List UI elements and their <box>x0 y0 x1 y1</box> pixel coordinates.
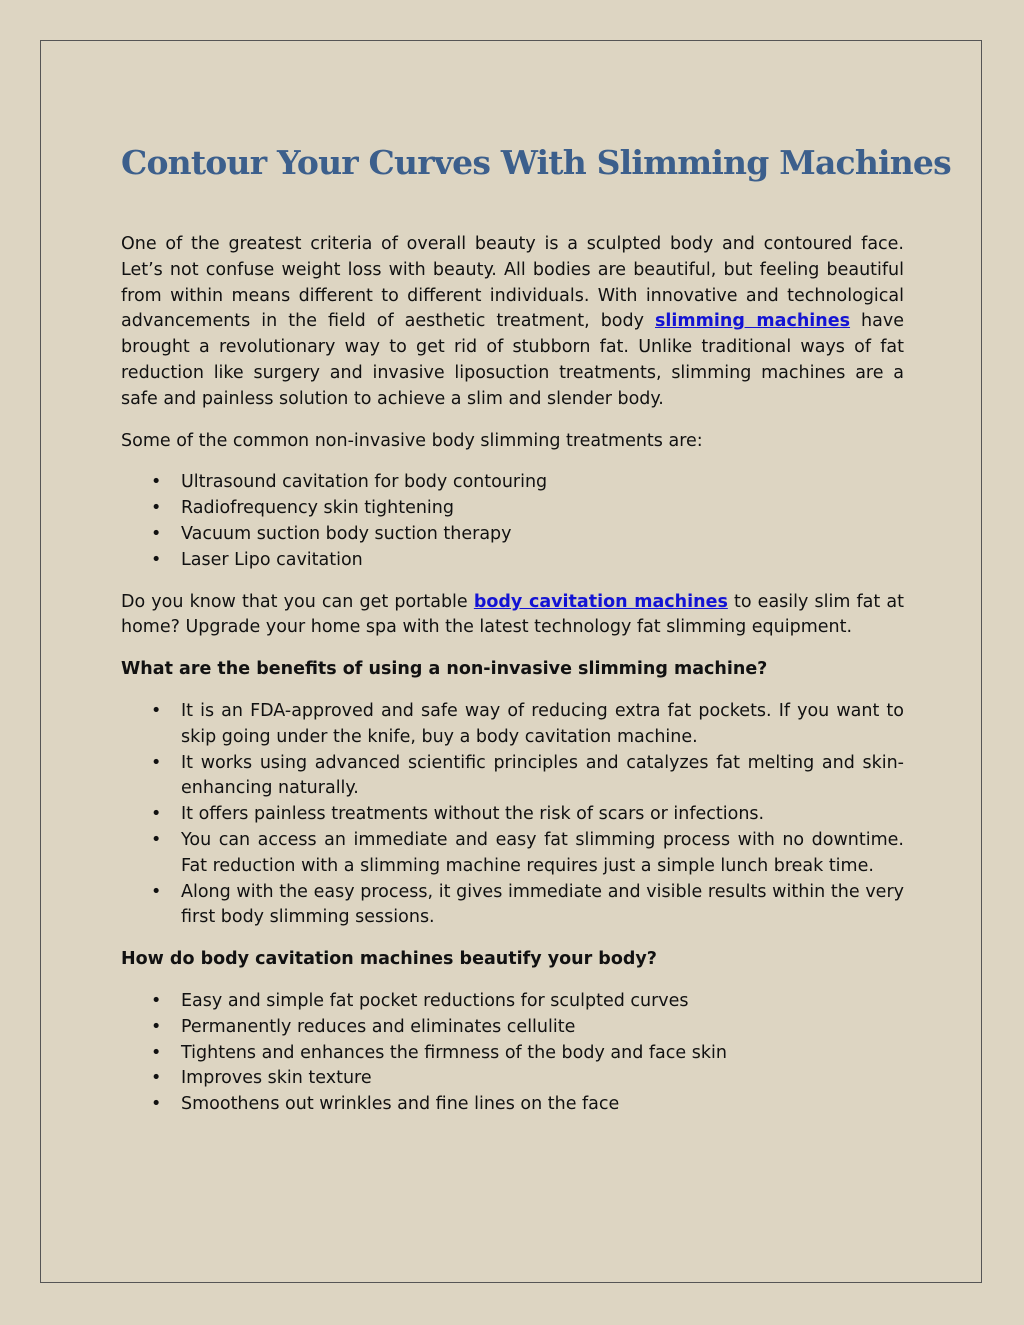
bullet-icon: • <box>151 752 162 773</box>
bullet-icon: • <box>151 700 162 721</box>
list-item-text: You can access an immediate and easy fat slimming process with no downtime. Fat reduction with a slimming machine requires just a simple lunch break time. <box>181 829 904 876</box>
page-title: Contour Your Curves With Slimming Machines <box>121 143 951 182</box>
portable-text-start: Do you know that you can get portable <box>121 591 474 612</box>
list-item <box>121 470 904 496</box>
list-item <box>121 880 904 932</box>
bullet-icon: • <box>151 1068 162 1089</box>
bullet-icon: • <box>151 829 162 850</box>
list-item-text: It offers painless treatments without the risk of scars or infections. <box>181 804 765 825</box>
list-item-text: Easy and simple fat pocket reductions for sculpted curves <box>181 990 689 1011</box>
bullet-icon: • <box>151 881 162 902</box>
benefits-heading: What are the benefits of using a non-invasive slimming machine? <box>121 659 768 680</box>
list-item-text: Radiofrequency skin tightening <box>181 498 454 519</box>
treatments-list <box>121 470 904 573</box>
bullet-icon: • <box>151 990 162 1011</box>
bullet-icon: • <box>151 549 162 570</box>
bullet-icon: • <box>151 498 162 519</box>
bullet-icon: • <box>151 1042 162 1063</box>
list-item <box>121 1066 904 1092</box>
bullet-icon: • <box>151 472 162 493</box>
list-item <box>121 1092 904 1118</box>
list-item-text: It works using advanced scientific principles and catalyzes fat melting and skin-enhancing naturally. <box>181 752 904 799</box>
list-item <box>121 496 904 522</box>
list-item-text: Vacuum suction body suction therapy <box>181 523 512 544</box>
portable-paragraph <box>121 590 904 642</box>
list-item <box>121 828 904 880</box>
list-item-text: Permanently reduces and eliminates cellulite <box>181 1016 576 1037</box>
slimming-machines-link[interactable]: slimming machines <box>655 311 851 332</box>
list-item-text: Ultrasound cavitation for body contouring <box>181 472 548 493</box>
list-item-text: It is an FDA-approved and safe way of reducing extra fat pockets. If you want to skip going under the knife, buy a body cavitation machine. <box>181 700 904 747</box>
body-cavitation-machines-link[interactable]: body cavitation machines <box>473 591 728 612</box>
list-item <box>121 989 904 1015</box>
list-item-text: Tightens and enhances the firmness of the body and face skin <box>181 1042 727 1063</box>
bullet-icon: • <box>151 523 162 544</box>
list-item-text: Improves skin texture <box>181 1068 372 1089</box>
intro-text-start: One of the greatest criteria of overall beauty is a sculpted body and contoured face. Let’s not confuse weight loss with beauty. All bodies are beautiful, but feeling beautiful from within means different to different individuals. With innovative and technological advancements in the field of aesthetic treatment, body <box>121 234 904 332</box>
portable-text-end: to easily slim fat at home? Upgrade your home spa with the latest technology fat slimming equipment. <box>121 591 904 638</box>
intro-paragraph <box>121 232 904 413</box>
bullet-icon: • <box>151 804 162 825</box>
beautify-heading: How do body cavitation machines beautify your body? <box>121 949 657 970</box>
list-item-text: Laser Lipo cavitation <box>181 549 363 570</box>
treatments-intro: Some of the common non-invasive body slimming treatments are: <box>121 430 703 451</box>
bullet-icon: • <box>151 1094 162 1115</box>
list-item-text: Smoothens out wrinkles and fine lines on the face <box>181 1094 620 1115</box>
list-item <box>121 1015 904 1041</box>
intro-text-end: have brought a revolutionary way to get rid of stubborn fat. Unlike traditional ways of fat reduction like surgery and invasive liposuction treatments, slimming machines are a safe and painless solution to achieve a slim and slender body. <box>121 311 904 409</box>
list-item <box>121 699 904 751</box>
list-item <box>121 1041 904 1067</box>
benefits-list <box>121 699 904 931</box>
list-item <box>121 522 904 548</box>
list-item <box>121 548 904 574</box>
bullet-icon: • <box>151 1016 162 1037</box>
document-content <box>121 140 951 1118</box>
list-item-text: Along with the easy process, it gives immediate and visible results within the very first body slimming sessions. <box>181 881 904 928</box>
beautify-list <box>121 989 904 1118</box>
list-item <box>121 802 904 828</box>
list-item <box>121 751 904 803</box>
